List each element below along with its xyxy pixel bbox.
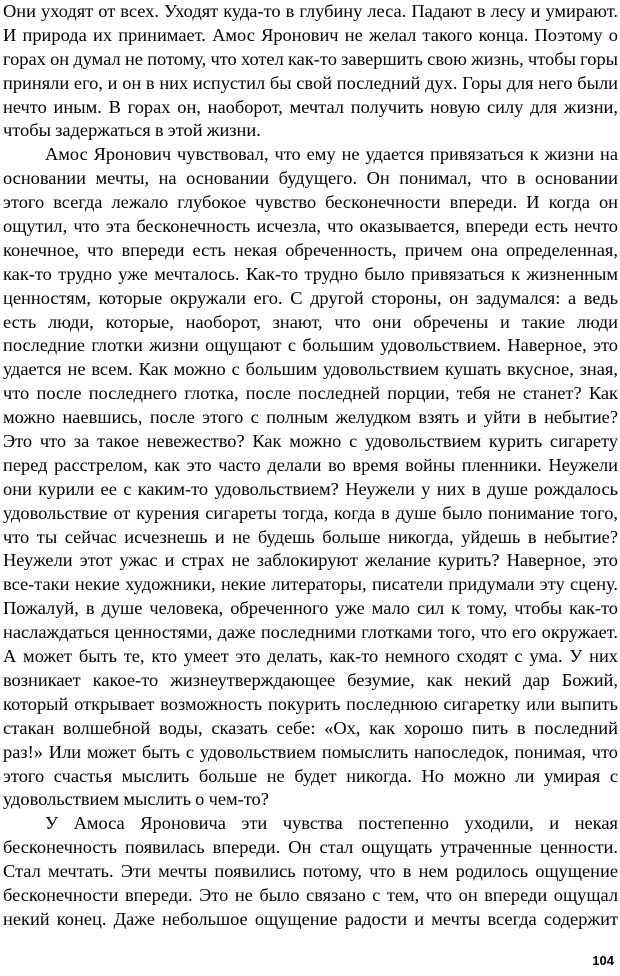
text-line: А может быть те, кто умеет это делать, как-то немного сходят с ума. У них: [3, 646, 618, 667]
text-line: чтобы задержаться в этой жизни.: [3, 120, 261, 141]
text-line: что после последнего глотка, после последней порции, тебя не станет? Как: [3, 383, 618, 404]
text-line: есть люди, которые, наоборот, знают, что они обречены и такие люди: [3, 311, 618, 332]
body-text: [3, 0, 618, 932]
text-line: как-то трудно уже мечталось. Как-то трудно было привязаться к жизненным: [3, 263, 618, 284]
text-line: ценностям, которые окружали его. С другой стороны, он задумался: а ведь: [3, 287, 618, 308]
text-line: который открывает возможность покурить последнюю сигаретку или выпить: [3, 693, 618, 714]
text-line: конечное, что впереди есть некая обреченность, причем она определенная,: [3, 239, 618, 260]
text-line: последние глотки жизни ощущают с большим удовольствием. Наверное, это: [3, 335, 618, 356]
text-line: Пожалуй, в душе человека, обреченного уже мало сил к тому, чтобы как-то: [3, 598, 618, 619]
text-line: этого счастья мыслить больше не будет никогда. Но можно ли умирая с: [3, 765, 618, 786]
text-line: раз!» Или может быть с удовольствием помыслить напоследок, понимая, что: [3, 741, 618, 762]
text-line: Они уходят от всех. Уходят куда-то в глубину леса. Падают в лесу и умирают.: [3, 1, 618, 21]
text-line: некий конец. Даже небольшое ощущение радости и мечты всегда содержит: [3, 908, 618, 929]
text-line: горах он думал не потому, что хотел как-то завершить свою жизнь, чтобы горы: [3, 48, 618, 69]
text-line: можно наевшись, после этого с полным желудком взять и уйти в небытие?: [3, 407, 618, 428]
text-line: этого всегда лежало глубокое чувство бесконечности впереди. И когда он: [3, 192, 618, 213]
text-line: удовольствием мыслить о чем-то?: [3, 789, 269, 810]
text-line: Неужели этот ужас и страх не заблокируют желание курить? Наверное, это: [3, 550, 618, 571]
text-line: бесконечности впереди. Это не было связано с тем, что он впереди ощущал: [3, 884, 618, 905]
text-line: они курили ее с каким-то удовольствием? Неужели у них в душе рождалось: [3, 478, 618, 499]
text-line: Это что за такое невежество? Как можно с удовольствием курить сигарету: [3, 431, 618, 452]
text-line: что ты сейчас исчезнешь и не будешь больше никогда, уйдешь в небытие?: [3, 526, 618, 547]
text-line: возникает какое-то жизнеутверждающее безумие, как некий дар Божий,: [3, 669, 618, 690]
text-line: бесконечность появилась впереди. Он стал ощущать утраченные ценности.: [3, 837, 618, 858]
text-line: Амос Яронович чувствовал, что ему не удается привязаться к жизни на: [45, 144, 618, 165]
text-line: И природа их принимает. Амос Яронович не желал такого конца. Поэтому о: [3, 24, 618, 45]
text-line: Стал мечтать. Эти мечты появились потому, что в нем родилось ощущение: [3, 861, 618, 882]
text-line: нечто иным. В горах он, наоборот, мечтал получить новую силу для жизни,: [3, 96, 618, 117]
text-line: удовольствие от курения сигареты тогда, когда в душе было понимание того,: [3, 502, 618, 523]
text-line: наслаждаться ценностями, даже последними глотками того, что его окружает.: [3, 622, 618, 643]
text-line: стакан волшебной воды, сказать себе: «Ох, как хорошо пить в последний: [3, 717, 618, 738]
text-line: приняли его, и он в них испустил бы свой последний дух. Горы для него были: [3, 72, 618, 93]
text-line: все-таки некие художники, некие литераторы, писатели придумали эту сцену.: [3, 574, 618, 595]
text-line: перед расстрелом, как это часто делали во время войны пленники. Неужели: [3, 454, 618, 475]
text-line: удается не всем. Как можно с большим удовольствием кушать вкусное, зная,: [3, 359, 618, 380]
page-number: 104: [592, 953, 614, 968]
text-line: ощутил, что эта бесконечность исчезла, что оказывается, впереди есть нечто: [3, 216, 618, 237]
text-line: основании мечты, на основании будущего. Он понимал, что в основании: [3, 168, 618, 189]
text-line: У Амоса Яроновича эти чувства постепенно уходили, и некая: [45, 813, 618, 834]
